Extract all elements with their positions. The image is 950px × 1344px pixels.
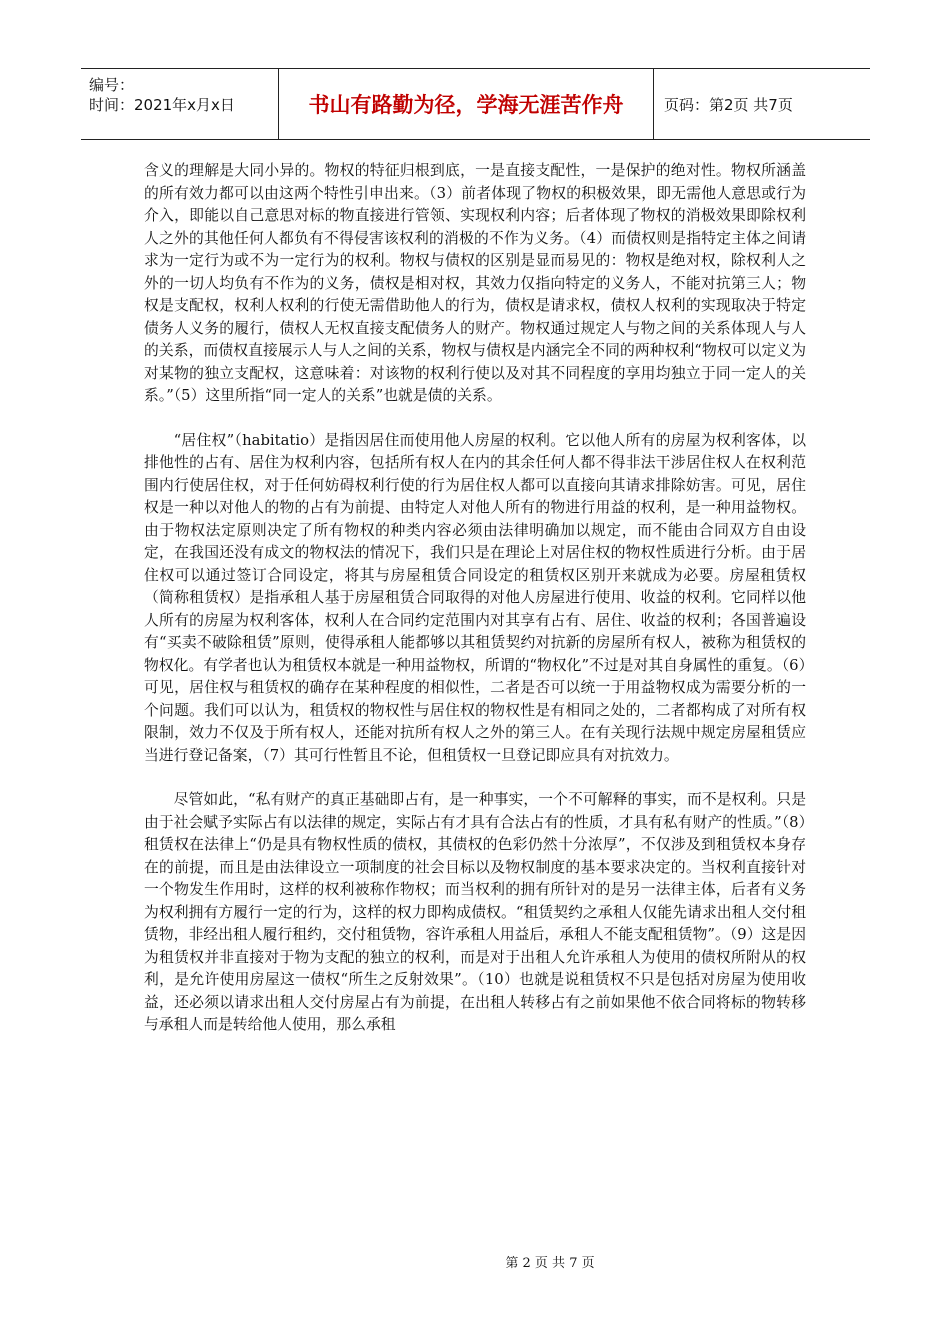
document-body [144, 160, 806, 1059]
header-motto: 书山有路勤为径，学海无涯苦作舟 [279, 69, 654, 139]
paragraph-1: 含义的理解是大同小异的。物权的特征归根到底，一是直接支配性，一是保护的绝对性。物权所涵盖的所有效力都可以由这两个特性引申出来。（3）前者体现了物权的积极效果，即无需他人意思或行为介入，即能以自己意思对标的物直接进行管领、实现权利内容；后者体现了物权的消极效果即除权利人之外的其他任何人都负有不得侵害该权利的消极的不作为义务。（4）而债权则是指特定主体之间请求为一定行为或不为一定行为的权利。物权与债权的区别是显而易见的：物权是绝对权，除权利人之外的一切人均负有不作为的义务，债权是相对权，其效力仅指向特定的义务人，不能对抗第三人；物权是支配权，权利人权利的行使无需借助他人的行为，债权是请求权，债权人权利的实现取决于特定债务人义务的履行，债权人无权直接支配债务人的财产。物权通过规定人与物之间的关系体现人与人的关系，而债权直接展示人与人之间的关系，物权与债权是内涵完全不同的两种权利“物权可以定义为对某物的独立支配权，这意味着：对该物的权利行使以及对其不同程度的享用均独立于同一定人的关系。”（5）这里所指“同一定人的关系”也就是债的关系。 [144, 162, 806, 404]
header-meta-cell [81, 69, 279, 139]
paragraph-3: 尽管如此，“私有财产的真正基础即占有，是一种事实，一个不可解释的事实，而不是权利。只是由于社会赋予实际占有以法律的规定，实际占有才具有合法占有的性质，才具有私有财产的性质。”（8）租赁权在法律上“仍是具有物权性质的债权，其债权的色彩仍然十分浓厚”，不仅涉及到租赁权本身存在的前提，而且是由法律设立一项制度的社会目标以及物权制度的基本要求决定的。当权利直接针对一个物发生作用时，这样的权利被称作物权；而当权利的拥有所针对的是另一法律主体，后者有义务为权利拥有方履行一定的行为，这样的权力即构成债权。“租赁契约之承租人仅能先请求出租人交付租赁物，非经出租人履行租约，交付租赁物，容许承租人用益后，承租人不能支配租赁物”。（9）这是因为租赁权并非直接对于物为支配的独立的权利，而是对于出租人允许承租人为使用的债权所附从的权利，是允许使用房屋这一债权“所生之反射效果”。（10）也就是说租赁权不只是包括对房屋为使用收益，还必须以请求出租人交付房屋占有为前提，在出租人转移占有之前如果他不依合同将标的物转移与承租人而是转给他人使用，那么承租 [144, 791, 806, 1033]
document-time-label: 时间：2021年x月x日 [89, 96, 235, 114]
paragraph-2: “居住权”（habitatio）是指因居住而使用他人房屋的权利。它以他人所有的房屋为权利客体，以排他性的占有、居住为权利内容，包括所有权人在内的其余任何人都不得非法干涉居住权人在权利范围内行使居住权，对于任何妨碍权利行使的行为居住权人都可以直接向其请求排除妨害。可见，居住权是一种以对他人的物的占有为前提、由特定人对他人所有的物进行用益的权利，是一种用益物权。由于物权法定原则决定了所有物权的种类内容必须由法律明确加以规定，而不能由合同双方自由设定，在我国还没有成文的物权法的情况下，我们只是在理论上对居住权的物权性质进行分析。由于居住权可以通过签订合同设定，将其与房屋租赁合同设定的租赁权区别开来就成为必要。房屋租赁权（简称租赁权）是指承租人基于房屋租赁合同取得的对他人房屋进行使用、收益的权利。它同样以他人所有的房屋为权利客体，权利人在合同约定范围内对其享有占有、居住、收益的权利；各国普遍设有“买卖不破除租赁”原则，使得承租人能都够以其租赁契约对抗新的房屋所有权人，被称为租赁权的物权化。有学者也认为租赁权本就是一种用益物权，所谓的“物权化”不过是对其自身属性的重复。（6）可见，居住权与租赁权的确存在某种程度的相似性，二者是否可以统一于用益物权成为需要分析的一个问题。我们可以认为，租赁权的物权性与居住权的物权性是有相同之处的，二者都构成了对所有权限制，效力不仅及于所有权人，还能对抗所有权人之外的第三人。在有关现行法规中规定房屋租赁应当进行登记备案，（7）其可行性暂且不论，但租赁权一旦登记即应具有对抗效力。 [144, 431, 806, 764]
page-footer: 第 2 页 共 7 页 [505, 1256, 595, 1271]
page-header [81, 68, 870, 140]
document-number-label: 编号： [89, 76, 135, 94]
header-page-label: 页码：第2页 共7页 [664, 95, 793, 114]
